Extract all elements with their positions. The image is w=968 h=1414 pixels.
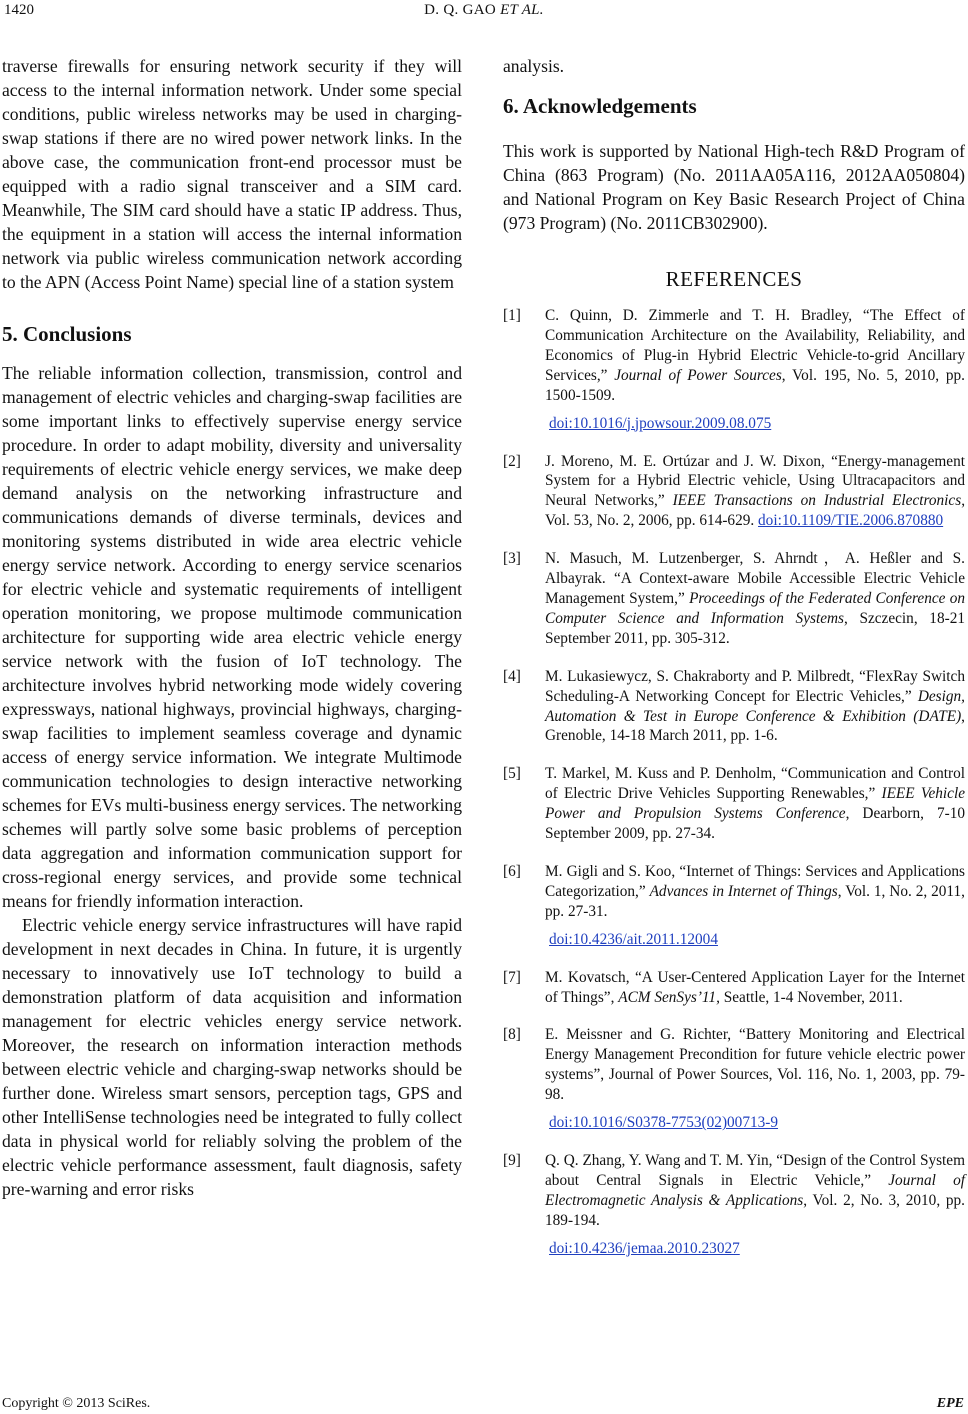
conclusions-heading: 5. Conclusions: [2, 322, 132, 346]
reference-number: [8]: [503, 1026, 521, 1044]
reference-entry: [503, 452, 965, 532]
doi-link[interactable]: doi:10.4236/jemaa.2010.23027: [549, 1239, 740, 1257]
reference-list: [503, 306, 965, 1259]
reference-authors-title: M. Gigli and S. Koo, “Internet of Things: Services and Applications Categorization,”: [545, 862, 965, 900]
reference-venue: Proceedings of the Federated Conference on Computer Science and Information Systems: [545, 589, 965, 627]
reference-entry: [503, 549, 965, 649]
reference-text: [503, 452, 965, 532]
right-column: [503, 54, 965, 1259]
reference-details: , Szczecin, 18-21 September 2011, pp. 305-312.: [545, 609, 965, 647]
references-heading: REFERENCES: [665, 267, 803, 291]
reference-authors-title: E. Meissner and G. Richter, “Battery Monitoring and Electrical Energy Management Precondition for future vehicle electric power systems”, Journal of Power Sources, Vol. 116, No. 1, 2003, pp. 79-98.: [545, 1026, 965, 1104]
reference-details: , Vol. 195, No. 5, 2010, pp. 1500-1509.: [545, 366, 965, 404]
page-number: 1420: [4, 2, 34, 18]
reference-entry: [503, 1025, 965, 1133]
reference-text: [503, 1025, 965, 1105]
reference-number: [4]: [503, 667, 521, 685]
reference-entry: [503, 306, 965, 434]
reference-venue: ACM SenSys’11,: [618, 988, 720, 1006]
reference-details: , Grenoble, 14-18 March 2011, pp. 1-6.: [545, 707, 965, 745]
reference-authors-title: M. Lukasiewycz, S. Chakraborty and P. Milbredt, “FlexRay Switch Scheduling-A Networking Concept for Electric Vehicles,”: [545, 667, 965, 705]
reference-entry: [503, 1151, 965, 1259]
doi-link[interactable]: doi:10.4236/ait.2011.12004: [549, 930, 718, 948]
reference-entry: [503, 968, 965, 1008]
running-head-authors: D. Q. GAO: [424, 2, 497, 18]
reference-text: [503, 968, 965, 1008]
reference-text: [503, 764, 965, 844]
reference-number: [1]: [503, 307, 521, 324]
reference-authors-title: J. Moreno, M. E. Ortúzar and J. W. Dixon, “Energy-management System for a Hybrid Electric vehicle, Using Ultracapacitors and Neural Networks,”: [545, 452, 965, 510]
reference-number: [2]: [503, 452, 521, 470]
reference-number: [7]: [503, 968, 521, 986]
reference-details: , Vol. 1, No. 2, 2011, pp. 27-31.: [545, 882, 965, 920]
reference-authors-title: M. Kovatsch, “A User-Centered Application Layer for the Internet of Things”,: [545, 968, 965, 1006]
running-head: [0, 2, 968, 19]
acknowledgements-heading: 6. Acknowledgements: [503, 94, 697, 118]
reference-details: , Dearborn, 7-10 September 2009, pp. 27-34.: [545, 805, 965, 843]
reference-details: , Vol. 2, No. 3, 2010, pp. 189-194.: [545, 1191, 966, 1229]
left-column: [2, 54, 462, 1201]
reference-venue: Journal of Electromagnetic Analysis & Applications: [545, 1172, 965, 1209]
reference-authors-title: Q. Q. Zhang, Y. Wang and T. M. Yin, “Design of the Control System about Central Signals in Electric Vehicle,”: [545, 1152, 965, 1189]
reference-text: [503, 1151, 965, 1231]
reference-number: [5]: [503, 765, 521, 783]
reference-text: [503, 549, 965, 649]
reference-number: [9]: [503, 1152, 521, 1170]
intro-paragraph: traverse firewalls for ensuring network security if they will access to the internal information network. Under some special conditions, public wireless networks may be used in charging-swap stations if there are no wired power network links. In the above case, the communication front-end processor must be equipped with a radio signal transceiver and a SIM card. Meanwhile, The SIM card should have a static IP address. Thus, the equipment in a station will access the internal information network via public wireless communication network according to the APN (Access Point Name) special line of a station system: [2, 56, 462, 292]
reference-text: [503, 667, 965, 747]
reference-venue: Advances in Internet of Things: [649, 882, 838, 900]
reference-venue: Design, Automation & Test in Europe Conference & Exhibition (DATE): [545, 687, 965, 725]
doi-link[interactable]: doi:10.1109/TIE.2006.870880: [758, 512, 944, 530]
reference-venue: IEEE Transactions on Industrial Electronics: [672, 492, 962, 510]
reference-entry: [503, 764, 965, 844]
reference-details: Seattle, 1-4 November, 2011.: [719, 988, 903, 1006]
reference-venue: Journal of Power Sources: [614, 366, 782, 384]
conclusions-paragraph-2: Electric vehicle energy service infrastructures will have rapid development in next decades in China. In future, it is urgently necessary to innovatively use IoT technology to build a demonstration platform of data acquisition and information management for electric vehicles energy service network. Moreover, the research on information interaction methods between electric vehicle and charging-swap networks should be further done. Wireless smart sensors, perception tags, GPS and other IntelliSense technologies need be integrated to fully collect data in physical world for reliably solving the problem of the electric vehicle performance assessment, fault diagnosis, safety pre-warning and error risks: [2, 915, 462, 1199]
reference-authors-title: C. Quinn, D. Zimmerle and T. H. Bradley, “The Effect of Communication Architecture on the Availability, Reliability, and Economics of Plug-in Hybrid Electric Vehicle-to-grid Ancillary Services,”: [545, 307, 965, 384]
reference-venue: IEEE Vehicle Power and Propulsion Systems Conference: [545, 785, 965, 823]
reference-authors-title: N. Masuch, M. Lutzenberger, S. Ahrndt，A. Heßler and S. Albayrak. “A Context-aware Mobile Accessible Electric Vehicle Management System,”: [545, 550, 965, 607]
conclusions-paragraph-1: The reliable information collection, transmission, control and management of electric vehicles and charging-swap facilities are some important links to effectively supervise energy service procedure. In order to adapt mobility, diversity and universality requirements of electric vehicle energy services, we make deep demand analysis on the networking infrastructure and communications demands of diverse terminals, devices and monitoring systems distributed in wide area electric vehicle energy service network. According to energy service scenarios for electric vehicle and systematic requirements of intelligent operation monitoring, we propose multimode communication architecture for supporting wide area electric vehicle energy service network with the fusion of IoT technology. The architecture involves hybrid networking mode widely covering expressways, national highways, provincial highways, charging-swap facilities to implement seamless coverage and dynamic access of energy service information. We integrate Multimode communication technologies to design interactive networking schemes for EVs multi-business energy services. The networking schemes will partly solve some basic problems of perception data aggregation and information communication support for cross-regional energy services, and provide some technical means for friendly information interaction.: [2, 363, 462, 911]
reference-entry: [503, 667, 965, 747]
reference-entry: [503, 862, 965, 950]
reference-details: , Vol. 53, No. 2, 2006, pp. 614-629.: [545, 492, 966, 530]
journal-abbreviation: EPE: [936, 1396, 964, 1411]
page-header: [0, 0, 968, 26]
doi-link[interactable]: doi:10.1016/j.jpowsour.2009.08.075: [549, 414, 772, 432]
acknowledgements-text: This work is supported by National High-tech R&D Program of China (863 Program) (No. 2011AA05A116, 2012AA050804) and National Program on Key Basic Research Project of China (973 Program) (No. 2011CB302900).: [503, 141, 965, 233]
reference-number: [3]: [503, 550, 521, 568]
continuation-text: analysis.: [503, 56, 565, 76]
reference-authors-title: T. Markel, M. Kuss and P. Denholm, “Communication and Control of Electric Drive Vehicles Supporting Renewables,”: [545, 765, 965, 803]
reference-text: [503, 306, 965, 406]
reference-text: [503, 862, 965, 922]
doi-link[interactable]: doi:10.1016/S0378-7753(02)00713-9: [549, 1114, 779, 1132]
copyright-notice: Copyright © 2013 SciRes.: [2, 1396, 151, 1411]
reference-number: [6]: [503, 862, 521, 880]
running-head-et-al: ET AL.: [500, 2, 544, 18]
